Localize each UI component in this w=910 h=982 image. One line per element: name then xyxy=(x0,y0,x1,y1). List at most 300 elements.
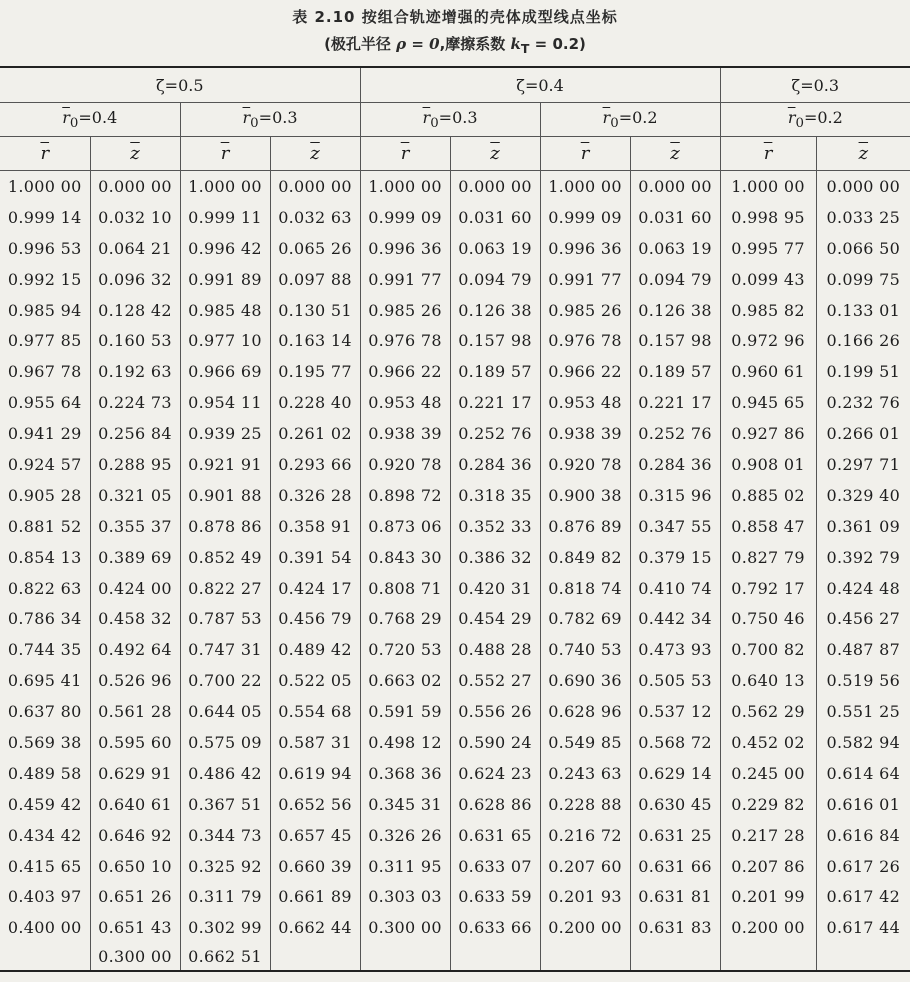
table-cell: 0.221 17 xyxy=(450,387,540,418)
table-cell: 0.456 79 xyxy=(270,603,360,634)
table-row xyxy=(0,881,910,912)
table-cell: 0.261 02 xyxy=(270,418,360,449)
subtitle-prefix: (极孔半径 xyxy=(324,35,397,53)
table-cell: 0.967 78 xyxy=(0,356,90,387)
table-cell: 0.066 50 xyxy=(826,238,901,258)
table-row xyxy=(0,511,910,542)
table-cell: 0.985 26 xyxy=(540,295,630,326)
table-cell: 0.996 42 xyxy=(180,233,270,264)
table-cell: 0.953 48 xyxy=(360,387,450,418)
table-cell: 0.616 84 xyxy=(826,825,901,845)
table-cell: 0.245 00 xyxy=(720,758,816,789)
table-cell: 0.920 78 xyxy=(360,449,450,480)
subtitle-mid: ,摩擦系数 xyxy=(439,35,511,53)
table-cell: 0.616 01 xyxy=(826,794,901,814)
table-cell: 0.452 02 xyxy=(720,727,816,758)
table-cell: 0.590 24 xyxy=(450,727,540,758)
table-cell: 0.562 29 xyxy=(720,696,816,727)
table-cell: 0.549 85 xyxy=(540,727,630,758)
table-cell: 0.786 34 xyxy=(0,603,90,634)
table-cell: 0.355 37 xyxy=(90,511,180,542)
table-cell: 0.403 97 xyxy=(0,881,90,912)
table-cell xyxy=(540,943,630,971)
table-cell: 0.996 36 xyxy=(360,233,450,264)
table-cell: 0.488 28 xyxy=(450,634,540,665)
table-cell: 0.344 73 xyxy=(180,820,270,851)
table-cell: 0.792 17 xyxy=(720,573,816,604)
table-cell: 0.966 69 xyxy=(180,356,270,387)
table-cell: 0.901 88 xyxy=(180,480,270,511)
table-body xyxy=(0,171,910,972)
table-cell: 0.938 39 xyxy=(360,418,450,449)
table-cell: 0.489 58 xyxy=(0,758,90,789)
table-cell: 0.367 51 xyxy=(180,789,270,820)
table-cell: 0.094 79 xyxy=(630,264,720,295)
table-cell: 0.389 69 xyxy=(90,542,180,573)
table-cell: 0.631 66 xyxy=(630,851,720,882)
table-row xyxy=(0,573,910,604)
table-row xyxy=(0,295,910,326)
table-cell: 0.489 42 xyxy=(270,634,360,665)
table-cell: 0.617 42 xyxy=(826,887,901,907)
table-cell: 0.126 38 xyxy=(450,295,540,326)
table-cell: 0.157 98 xyxy=(630,325,720,356)
table-cell: 0.000 00 xyxy=(630,171,720,202)
table-cell: 0.415 65 xyxy=(0,851,90,882)
table-cell: 0.617 26 xyxy=(826,856,901,876)
r0-header xyxy=(180,103,360,137)
table-cell: 0.552 27 xyxy=(450,665,540,696)
table-cell: 0.720 53 xyxy=(360,634,450,665)
table-cell: 0.873 06 xyxy=(360,511,450,542)
r0-symbol: $\overline{r}$ xyxy=(422,107,431,127)
table-cell: 0.808 71 xyxy=(360,573,450,604)
table-cell: 0.266 01 xyxy=(826,424,901,444)
table-cell: 0.252 76 xyxy=(630,418,720,449)
table-cell: 0.631 25 xyxy=(630,820,720,851)
table-cell: 0.650 10 xyxy=(90,851,180,882)
table-cell: 0.976 78 xyxy=(540,325,630,356)
table-cell: 0.189 57 xyxy=(450,356,540,387)
table-cell: 0.999 09 xyxy=(540,202,630,233)
table-cell: 0.908 01 xyxy=(720,449,816,480)
table-cell: 0.977 10 xyxy=(180,325,270,356)
table-cell: 0.690 36 xyxy=(540,665,630,696)
table-cell: 0.519 56 xyxy=(826,671,901,691)
table-cell: 0.843 30 xyxy=(360,542,450,573)
table-cell: 0.595 60 xyxy=(90,727,180,758)
table-row xyxy=(0,325,910,356)
table-cell: 0.955 64 xyxy=(0,387,90,418)
table-cell: 0.998 95 xyxy=(720,202,816,233)
table-cell: 0.000 00 xyxy=(450,171,540,202)
table-cell: 0.000 00 xyxy=(90,171,180,202)
table-cell: 0.420 31 xyxy=(450,573,540,604)
table-cell: 0.300 00 xyxy=(90,943,180,971)
table-cell: 0.207 86 xyxy=(720,851,816,882)
table-cell: 0.326 26 xyxy=(360,820,450,851)
table-cell: 0.302 99 xyxy=(180,912,270,943)
table-cell: 0.631 83 xyxy=(630,912,720,943)
table-cell: 0.992 15 xyxy=(0,264,90,295)
table-cell: 0.629 14 xyxy=(630,758,720,789)
table-cell: 0.459 42 xyxy=(0,789,90,820)
table-cell: 0.195 77 xyxy=(270,356,360,387)
table-cell: 0.876 89 xyxy=(540,511,630,542)
table-cell: 0.695 41 xyxy=(0,665,90,696)
table-cell: 0.361 09 xyxy=(826,516,901,536)
table-cell: 0.575 09 xyxy=(180,727,270,758)
table-cell: 0.854 13 xyxy=(0,542,90,573)
table-cell: 0.818 74 xyxy=(540,573,630,604)
table-cell: 0.252 76 xyxy=(450,418,540,449)
table-cell: 0.740 53 xyxy=(540,634,630,665)
zeta-header: ζ=0.3 xyxy=(720,67,910,103)
header-r0-row xyxy=(0,103,910,137)
header-column-row xyxy=(0,137,910,171)
r0-value: =0.3 xyxy=(258,107,298,127)
table-cell: 0.293 66 xyxy=(270,449,360,480)
table-cell: 0.065 26 xyxy=(270,233,360,264)
table-cell xyxy=(450,943,540,971)
table-cell: 0.284 36 xyxy=(450,449,540,480)
table-cell: 0.345 31 xyxy=(360,789,450,820)
table-cell: 0.492 64 xyxy=(90,634,180,665)
table-cell: 0.651 26 xyxy=(90,881,180,912)
table-cell: 0.063 19 xyxy=(630,233,720,264)
table-cell: 0.166 26 xyxy=(826,331,901,351)
table-cell: 0.662 51 xyxy=(180,943,270,971)
table-cell: 0.424 48 xyxy=(826,578,901,598)
table-cell: 1.000 00 xyxy=(360,171,450,202)
table-cell: 0.554 68 xyxy=(270,696,360,727)
table-cell: 0.505 53 xyxy=(630,665,720,696)
table-cell: 0.498 12 xyxy=(360,727,450,758)
table-cell: 1.000 00 xyxy=(540,171,630,202)
table-cell: 0.329 40 xyxy=(826,485,901,505)
table-cell: 0.991 77 xyxy=(540,264,630,295)
table-cell: 0.300 00 xyxy=(360,912,450,943)
table-row xyxy=(0,851,910,882)
table-cell: 0.410 74 xyxy=(630,573,720,604)
table-cell: 0.000 00 xyxy=(270,171,360,202)
table-cell: 0.325 92 xyxy=(180,851,270,882)
table-cell xyxy=(630,943,720,971)
table-row xyxy=(0,820,910,851)
table-cell: 0.391 54 xyxy=(270,542,360,573)
table-cell: 0.288 95 xyxy=(90,449,180,480)
table-cell: 0.885 02 xyxy=(720,480,816,511)
table-cell: 0.744 35 xyxy=(0,634,90,665)
table-cell: 0.630 45 xyxy=(630,789,720,820)
r0-sub: 0 xyxy=(250,116,259,132)
table-cell: 0.852 49 xyxy=(180,542,270,573)
table-cell: 0.995 77 xyxy=(720,233,816,264)
table-row xyxy=(0,665,910,696)
table-cell: 0.243 63 xyxy=(540,758,630,789)
table-cell: 0.126 38 xyxy=(630,295,720,326)
table-cell: 0.953 48 xyxy=(540,387,630,418)
subtitle-k-sub: T xyxy=(520,41,530,56)
zeta-header: ζ=0.4 xyxy=(360,67,720,103)
table-cell: 0.352 33 xyxy=(450,511,540,542)
table-cell: 0.228 40 xyxy=(270,387,360,418)
col-r-header: $\overline{r}$ xyxy=(180,137,270,171)
table-cell: 0.157 98 xyxy=(450,325,540,356)
table-row xyxy=(0,418,910,449)
table-cell: 0.311 79 xyxy=(180,881,270,912)
table-cell xyxy=(360,943,450,971)
table-cell: 0.321 05 xyxy=(90,480,180,511)
table-cell: 0.657 45 xyxy=(270,820,360,851)
table-cell: 0.424 00 xyxy=(90,573,180,604)
table-cell: 0.591 59 xyxy=(360,696,450,727)
table-cell: 0.256 84 xyxy=(90,418,180,449)
r0-symbol: $\overline{r}$ xyxy=(602,107,611,127)
table-cell: 0.921 91 xyxy=(180,449,270,480)
table-cell: 0.985 26 xyxy=(360,295,450,326)
col-r-header: $\overline{r}$ xyxy=(360,137,450,171)
table-cell: 0.954 11 xyxy=(180,387,270,418)
col-z-header: $\overline{z}$ xyxy=(816,137,910,171)
table-cell: 1.000 00 xyxy=(0,171,90,202)
table-cell: 0.662 44 xyxy=(270,912,360,943)
table-cell: 0.661 89 xyxy=(270,881,360,912)
table-cell: 0.827 79 xyxy=(720,542,816,573)
table-cell: 0.924 57 xyxy=(0,449,90,480)
table-cell: 0.133 01 xyxy=(826,300,901,320)
table-row xyxy=(0,171,910,202)
table-cell: 1.000 00 xyxy=(180,171,270,202)
table-cell: 0.881 52 xyxy=(0,511,90,542)
table-cell: 0.991 89 xyxy=(180,264,270,295)
table-cell: 0.189 57 xyxy=(630,356,720,387)
col-z-header: $\overline{z}$ xyxy=(90,137,180,171)
table-cell: 0.099 43 xyxy=(720,264,816,295)
table-cell: 0.985 82 xyxy=(720,295,816,326)
table-row xyxy=(0,202,910,233)
table-cell: 0.966 22 xyxy=(540,356,630,387)
table-cell: 0.920 78 xyxy=(540,449,630,480)
table-cell: 0.569 38 xyxy=(0,727,90,758)
table-cell: 0.297 71 xyxy=(826,454,901,474)
col-r-header: $\overline{r}$ xyxy=(0,137,90,171)
table-cell: 0.628 96 xyxy=(540,696,630,727)
table-cell: 0.229 82 xyxy=(720,789,816,820)
table-cell: 0.999 14 xyxy=(0,202,90,233)
col-z-header: $\overline{z}$ xyxy=(270,137,360,171)
table-cell: 0.972 96 xyxy=(720,325,816,356)
table-row xyxy=(0,387,910,418)
table-cell: 0.216 72 xyxy=(540,820,630,851)
table-cell: 0.768 29 xyxy=(360,603,450,634)
table-cell: 0.224 73 xyxy=(90,387,180,418)
table-cell: 0.663 02 xyxy=(360,665,450,696)
table-cell: 0.629 91 xyxy=(90,758,180,789)
table-cell: 0.192 63 xyxy=(90,356,180,387)
table-cell: 1.000 00 xyxy=(720,171,816,202)
header-zeta-row xyxy=(0,67,910,103)
table-cell: 0.568 72 xyxy=(630,727,720,758)
table-cell: 0.537 12 xyxy=(630,696,720,727)
table-cell: 0.200 00 xyxy=(720,912,816,943)
table-cell: 0.347 55 xyxy=(630,511,720,542)
zeta-header: ζ=0.5 xyxy=(0,67,360,103)
table-cell: 0.750 46 xyxy=(720,603,816,634)
table-cell: 0.999 09 xyxy=(360,202,450,233)
r0-header xyxy=(360,103,540,137)
table-row xyxy=(0,542,910,573)
r0-symbol: $\overline{r}$ xyxy=(242,107,251,127)
table-cell: 0.311 95 xyxy=(360,851,450,882)
table-row xyxy=(0,480,910,511)
table-cell: 0.032 63 xyxy=(270,202,360,233)
r0-header xyxy=(720,103,910,137)
table-cell: 0.631 65 xyxy=(450,820,540,851)
table-row xyxy=(0,758,910,789)
table-title: 表 2.10 按组合轨迹增强的壳体成型线点坐标 xyxy=(292,8,618,26)
table-cell: 0.000 00 xyxy=(826,176,901,196)
r0-value: =0.2 xyxy=(618,107,658,127)
col-r-header: $\overline{r}$ xyxy=(720,137,816,171)
table-cell: 0.303 03 xyxy=(360,881,450,912)
table-cell: 0.660 39 xyxy=(270,851,360,882)
table-cell: 0.526 96 xyxy=(90,665,180,696)
table-cell: 0.487 87 xyxy=(826,640,901,660)
table-cell: 0.640 61 xyxy=(90,789,180,820)
table-cell xyxy=(0,943,90,971)
subtitle-k: k xyxy=(510,35,521,53)
table-cell: 0.200 00 xyxy=(540,912,630,943)
table-cell: 0.787 53 xyxy=(180,603,270,634)
table-cell: 0.033 25 xyxy=(826,207,901,227)
table-cell: 0.556 26 xyxy=(450,696,540,727)
table-cell: 0.551 25 xyxy=(826,702,901,722)
table-cell: 0.032 10 xyxy=(90,202,180,233)
coordinate-table xyxy=(0,66,910,972)
table-cell: 0.232 76 xyxy=(826,393,901,413)
r0-value: =0.2 xyxy=(803,107,843,127)
col-z-header: $\overline{z}$ xyxy=(450,137,540,171)
table-cell: 0.996 53 xyxy=(0,233,90,264)
r0-symbol: $\overline{r}$ xyxy=(62,107,70,127)
table-cell: 0.619 94 xyxy=(270,758,360,789)
r0-sub: 0 xyxy=(430,116,439,132)
table-cell: 0.991 77 xyxy=(360,264,450,295)
table-cell: 0.999 11 xyxy=(180,202,270,233)
r0-sub: 0 xyxy=(610,116,619,132)
table-cell: 0.633 07 xyxy=(450,851,540,882)
table-cell: 0.031 60 xyxy=(450,202,540,233)
table-cell: 0.905 28 xyxy=(0,480,90,511)
table-cell: 0.782 69 xyxy=(540,603,630,634)
table-cell: 0.386 32 xyxy=(450,542,540,573)
table-cell: 0.434 42 xyxy=(0,820,90,851)
table-cell: 0.747 31 xyxy=(180,634,270,665)
table-cell: 0.217 28 xyxy=(720,820,816,851)
table-cell: 0.400 00 xyxy=(0,912,90,943)
table-cell: 0.064 21 xyxy=(90,233,180,264)
table-cell: 0.486 42 xyxy=(180,758,270,789)
r0-symbol: $\overline{r}$ xyxy=(787,107,796,127)
table-cell: 0.160 53 xyxy=(90,325,180,356)
table-cell: 0.326 28 xyxy=(270,480,360,511)
table-cell: 0.221 17 xyxy=(630,387,720,418)
table-cell: 0.201 99 xyxy=(720,881,816,912)
table-row xyxy=(0,696,910,727)
col-r-header: $\overline{r}$ xyxy=(540,137,630,171)
table-cell: 0.996 36 xyxy=(540,233,630,264)
table-cell: 0.561 28 xyxy=(90,696,180,727)
table-row xyxy=(0,789,910,820)
table-cell: 0.941 29 xyxy=(0,418,90,449)
table-cell: 0.939 25 xyxy=(180,418,270,449)
table-cell: 0.587 31 xyxy=(270,727,360,758)
table-cell: 0.454 29 xyxy=(450,603,540,634)
table-row xyxy=(0,634,910,665)
table-cell: 0.624 23 xyxy=(450,758,540,789)
table-cell: 0.849 82 xyxy=(540,542,630,573)
table-cell: 0.628 86 xyxy=(450,789,540,820)
table-cell: 0.966 22 xyxy=(360,356,450,387)
table-cell xyxy=(720,943,816,971)
r0-value: =0.3 xyxy=(438,107,478,127)
subtitle-tail: = 0.2) xyxy=(529,35,586,53)
table-cell: 0.700 82 xyxy=(720,634,816,665)
col-z-header: $\overline{z}$ xyxy=(630,137,720,171)
table-cell xyxy=(270,943,360,971)
table-cell: 0.960 61 xyxy=(720,356,816,387)
table-cell: 0.651 43 xyxy=(90,912,180,943)
r0-value: =0.4 xyxy=(78,107,118,127)
r0-header xyxy=(540,103,720,137)
table-cell: 0.392 79 xyxy=(826,547,901,567)
table-row xyxy=(0,356,910,387)
table-row xyxy=(0,943,910,971)
table-cell: 0.228 88 xyxy=(540,789,630,820)
table-cell: 0.985 94 xyxy=(0,295,90,326)
table-cell: 0.614 64 xyxy=(826,763,901,783)
table-cell: 0.858 47 xyxy=(720,511,816,542)
table-cell: 0.822 27 xyxy=(180,573,270,604)
table-cell: 0.368 36 xyxy=(360,758,450,789)
table-cell: 0.163 14 xyxy=(270,325,360,356)
table-cell: 0.473 93 xyxy=(630,634,720,665)
table-cell: 0.637 80 xyxy=(0,696,90,727)
table-cell: 0.700 22 xyxy=(180,665,270,696)
table-row xyxy=(0,912,910,943)
table-cell: 0.644 05 xyxy=(180,696,270,727)
table-row xyxy=(0,449,910,480)
table-cell: 0.424 17 xyxy=(270,573,360,604)
table-cell: 0.456 27 xyxy=(826,609,901,629)
table-cell: 0.031 60 xyxy=(630,202,720,233)
table-cell: 0.900 38 xyxy=(540,480,630,511)
table-cell: 0.358 91 xyxy=(270,511,360,542)
table-cell: 0.128 42 xyxy=(90,295,180,326)
table-cell: 0.094 79 xyxy=(450,264,540,295)
table-subtitle xyxy=(0,33,910,56)
table-row xyxy=(0,727,910,758)
table-cell: 0.097 88 xyxy=(270,264,360,295)
table-cell: 0.522 05 xyxy=(270,665,360,696)
r0-sub: 0 xyxy=(795,116,804,132)
table-row xyxy=(0,264,910,295)
table-cell: 0.640 13 xyxy=(720,665,816,696)
table-cell xyxy=(816,943,910,971)
r0-header xyxy=(0,103,180,137)
table-cell: 0.878 86 xyxy=(180,511,270,542)
